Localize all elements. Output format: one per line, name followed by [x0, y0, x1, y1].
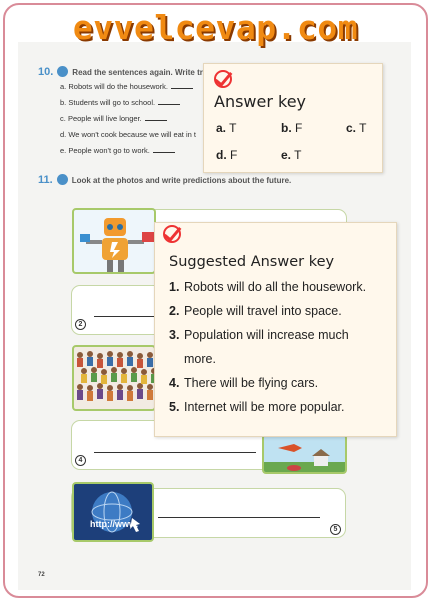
exercise-11-number: 11.	[38, 174, 53, 186]
pencil-icon	[57, 174, 68, 185]
sentence-letter: e.	[60, 146, 67, 155]
url-text: http://www.	[90, 519, 139, 529]
page-number: 72	[38, 572, 45, 578]
sentence-text: Robots will do the housework.	[68, 82, 168, 91]
internet-photo	[72, 482, 154, 542]
exercise-11-heading	[38, 174, 291, 186]
exercise-10-heading	[38, 66, 203, 78]
eye-icon	[57, 66, 68, 77]
sentence-letter: d.	[60, 130, 67, 139]
write-line	[94, 316, 156, 317]
answer-a: a. T	[216, 121, 237, 135]
sentence-row	[60, 130, 196, 146]
exercise-11-instruction: Look at the photos and write predictions about the future.	[71, 176, 292, 185]
answer-blank	[145, 120, 167, 121]
sentence-row	[60, 114, 196, 130]
sentence-text: Students will go to school.	[68, 98, 156, 107]
sentence-row	[60, 82, 196, 98]
row-number-2: 2	[75, 319, 86, 330]
sentence-letter: c.	[60, 114, 66, 123]
write-line	[94, 452, 256, 453]
list-item: 3. Population will increase much	[169, 328, 349, 342]
row-number-4: 4	[75, 455, 86, 466]
answer-c: c. T	[346, 121, 367, 135]
row-number-5: 5	[330, 524, 341, 535]
list-item: 4. There will be flying cars.	[169, 376, 319, 390]
suggested-answers-list	[169, 275, 366, 419]
list-item: 2. People will travel into space.	[169, 304, 342, 318]
sentence-row	[60, 98, 196, 114]
sentence-text: We won't cook because we will eat in t	[68, 130, 196, 139]
exercise-10-sentences	[60, 82, 196, 162]
list-item: 5. Internet will be more popular.	[169, 400, 345, 414]
answer-blank	[171, 88, 193, 89]
watermark-logo[interactable]: evvelcevap.com	[72, 8, 359, 47]
robot-photo	[72, 208, 156, 274]
answer-key-card	[203, 63, 383, 173]
checkmark-icon	[214, 70, 232, 88]
sentence-text: People won't go to work.	[68, 146, 150, 155]
answer-e: e. T	[281, 148, 302, 162]
suggested-answer-key-title: Suggested Answer key	[169, 254, 335, 270]
suggested-answer-key-card	[154, 222, 397, 437]
answer-blank	[153, 152, 175, 153]
exercise-10-instruction: Read the sentences again. Write tr	[72, 68, 203, 77]
answer-d: d. F	[216, 148, 238, 162]
sentence-text: People will live longer.	[67, 114, 142, 123]
flying-car-photo	[262, 434, 347, 474]
sentence-letter: a.	[60, 82, 67, 91]
answer-blank	[158, 104, 180, 105]
answer-b: b. F	[281, 121, 303, 135]
exercise-10-number: 10.	[38, 66, 54, 78]
answer-key-title: Answer key	[214, 92, 307, 111]
sentence-letter: b.	[60, 98, 67, 107]
list-item: 1. Robots will do all the housework.	[169, 280, 367, 294]
crowd-photo	[72, 345, 156, 411]
write-line	[158, 517, 320, 518]
list-item: more.	[184, 352, 216, 366]
sentence-row	[60, 146, 196, 162]
checkmark-icon	[163, 225, 181, 243]
